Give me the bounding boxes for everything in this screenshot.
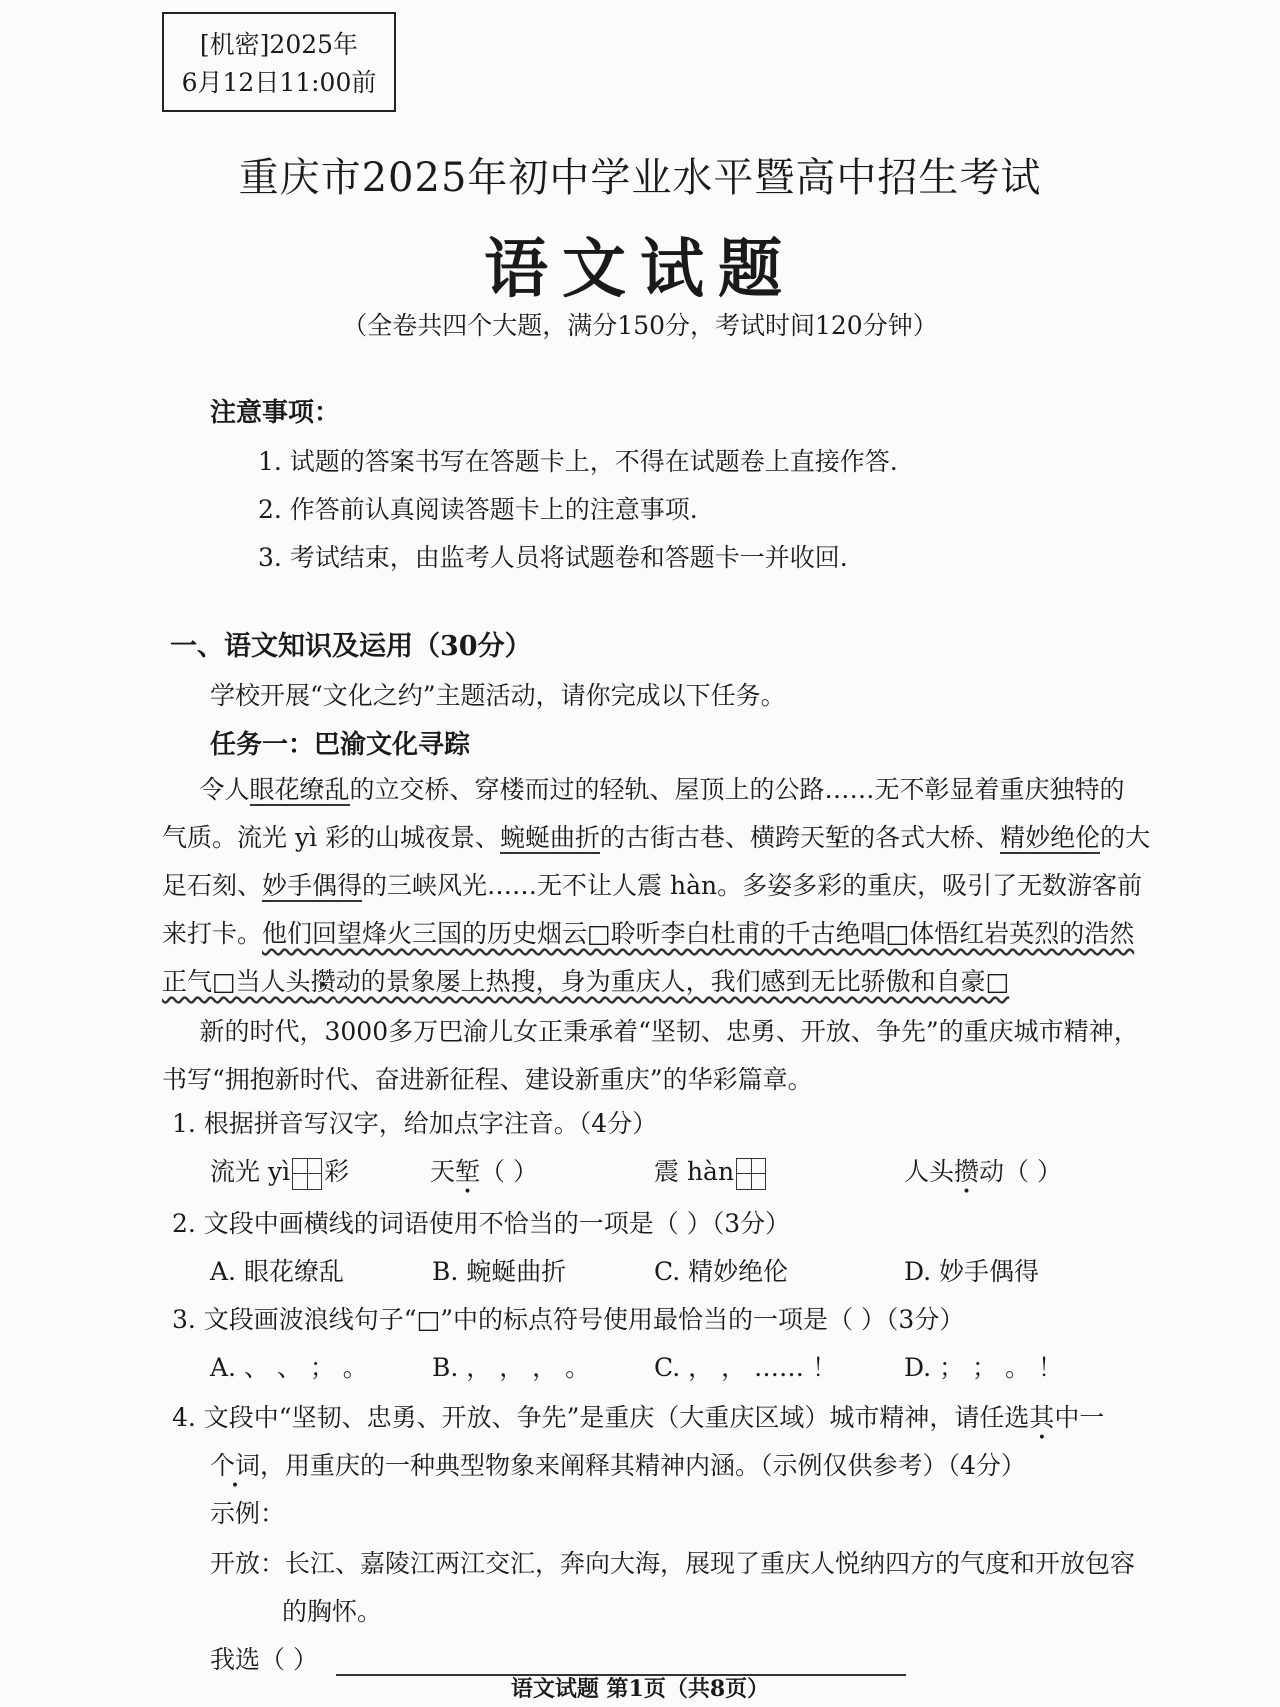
page-footer: 语文试题 第1页（共8页） <box>510 1676 770 1702</box>
answer-grid-box[interactable] <box>736 1158 766 1190</box>
dotted-char: 攒 • <box>311 967 336 996</box>
dotted-char: 攒 <box>954 1157 980 1186</box>
underlined-word: 蜿蜒曲折 <box>500 823 601 852</box>
example-label: 示例： <box>210 1499 286 1528</box>
section-1-heading: 一、语文知识及运用（30分） <box>170 631 532 662</box>
notice-item-3: 3. 考试结束，由监考人员将试题卷和答题卡一并收回. <box>258 543 848 572</box>
dotted-emphasis: 任选其中一 • <box>979 1403 1104 1432</box>
confidential-box <box>162 12 396 112</box>
confidential-line-2: 6月12日11:00前 <box>181 68 377 97</box>
question-1-stem: 1. 根据拼音写汉字，给加点字注音。（4分） <box>172 1109 658 1138</box>
exam-info: （全卷共四个大题，满分150分，考试时间120分钟） <box>342 311 938 340</box>
q1-item-2: 天堑（ ） <box>430 1157 538 1186</box>
wavy-sentence: 正气□当人头攒 •动的景象屡上热搜，身为重庆人，我们感到无比骄傲和自豪□ <box>162 967 1009 996</box>
notice-item-1: 1. 试题的答案书写在答题卡上，不得在试题卷上直接作答. <box>258 447 898 476</box>
q2-option-a: A. 眼花缭乱 <box>210 1257 344 1286</box>
subject-title: 语文试题 <box>484 232 796 307</box>
passage-line-2: 气质。流光 yì 彩的山城夜景、蜿蜒曲折的古街古巷、横跨天堑 •的各式大桥、精妙绝伦的大 <box>162 814 1137 861</box>
passage-line-5 <box>162 958 1137 1005</box>
q3-option-b: B. ， ， ， 。 <box>432 1353 591 1382</box>
underlined-word: 眼花缭乱 <box>249 775 350 804</box>
task-1-heading: 任务一：巴渝文化寻踪 <box>210 730 471 760</box>
example-text-1: 开放：长江、嘉陵江两江交汇，奔向大海，展现了重庆人悦纳四方的气度和开放包容 <box>210 1549 1136 1578</box>
passage-line-4: 来打卡。他们回望烽火三国的历史烟云□聆听李白杜甫的千古绝唱□体悟红岩英烈的浩然 <box>162 919 1135 948</box>
question-4-stem-line-1: 4. 文段中“坚韧、忠勇、开放、争先”是重庆（大重庆区域）城市精神，请任选其中一 • <box>172 1398 1104 1434</box>
q1-item-1: 流光 yì 彩 <box>210 1152 349 1190</box>
dotted-char: 堑 • <box>825 823 850 852</box>
question-2-stem: 2. 文段中画横线的词语使用不恰当的一项是（ ）（3分） <box>172 1209 791 1238</box>
q2-option-c: C. 精妙绝伦 <box>654 1257 789 1286</box>
passage-line-1: 令人眼花缭乱的立交桥、穿楼而过的轻轨、屋顶上的公路……无不彰显着重庆独特的 <box>199 775 1125 804</box>
my-choice-row: 我选（ ） <box>210 1640 1010 1676</box>
question-4-stem-line-2: 个词，用重庆的一种典型物象来阐释其精神内涵。（示例仅供参考）（4分） <box>210 1451 1026 1480</box>
question-3-stem: 3. 文段画波浪线句子“□”中的标点符号使用最恰当的一项是（ ）（3分） <box>172 1305 965 1334</box>
passage-line-6: 新的时代，3000多万巴渝儿女正秉承着“坚韧、忠勇、开放、争先”的重庆城市精神， <box>199 1017 1139 1046</box>
wavy-sentence: 他们回望烽火三国的历史烟云□聆听李白杜甫的千古绝唱□体悟红岩英烈的浩然 <box>262 919 1135 948</box>
example-text-2: 的胸怀。 <box>282 1597 383 1626</box>
underlined-word: 妙手偶得 <box>262 871 363 900</box>
dotted-char: 堑 <box>455 1157 481 1186</box>
notice-heading: 注意事项： <box>210 398 341 428</box>
q1-item-4: 人头攒动（ ） <box>904 1157 1062 1186</box>
q3-option-d: D. ； ； 。 ！ <box>904 1353 1063 1382</box>
passage-line-7: 书写“拥抱新时代、奋进新征程、建设新重庆”的华彩篇章。 <box>162 1065 813 1094</box>
underlined-word: 精妙绝伦 <box>1000 823 1101 852</box>
q1-item-3: 震 hàn <box>654 1152 768 1190</box>
confidential-line-1: [机密]2025年 <box>199 30 359 59</box>
section-intro: 学校开展“文化之约”主题活动，请你完成以下任务。 <box>210 681 786 710</box>
answer-grid-box[interactable] <box>292 1158 322 1190</box>
passage-line-3: 足石刻、妙手偶得的三峡风光……无不让人震 hàn。多姿多彩的重庆，吸引了无数游客前 <box>162 871 1143 900</box>
q3-option-a: A. 、 、 ； 。 <box>210 1353 368 1382</box>
notice-item-2: 2. 作答前认真阅读答题卡上的注意事项. <box>258 495 698 524</box>
exam-title: 重庆市2025年初中学业水平暨高中招生考试 <box>238 155 1042 201</box>
q2-option-b: B. 蜿蜒曲折 <box>432 1257 567 1286</box>
q2-option-d: D. 妙手偶得 <box>904 1257 1040 1286</box>
q3-option-c: C. ， ， …… ！ <box>654 1353 837 1382</box>
dotted-emphasis: 个词 <box>210 1451 261 1480</box>
